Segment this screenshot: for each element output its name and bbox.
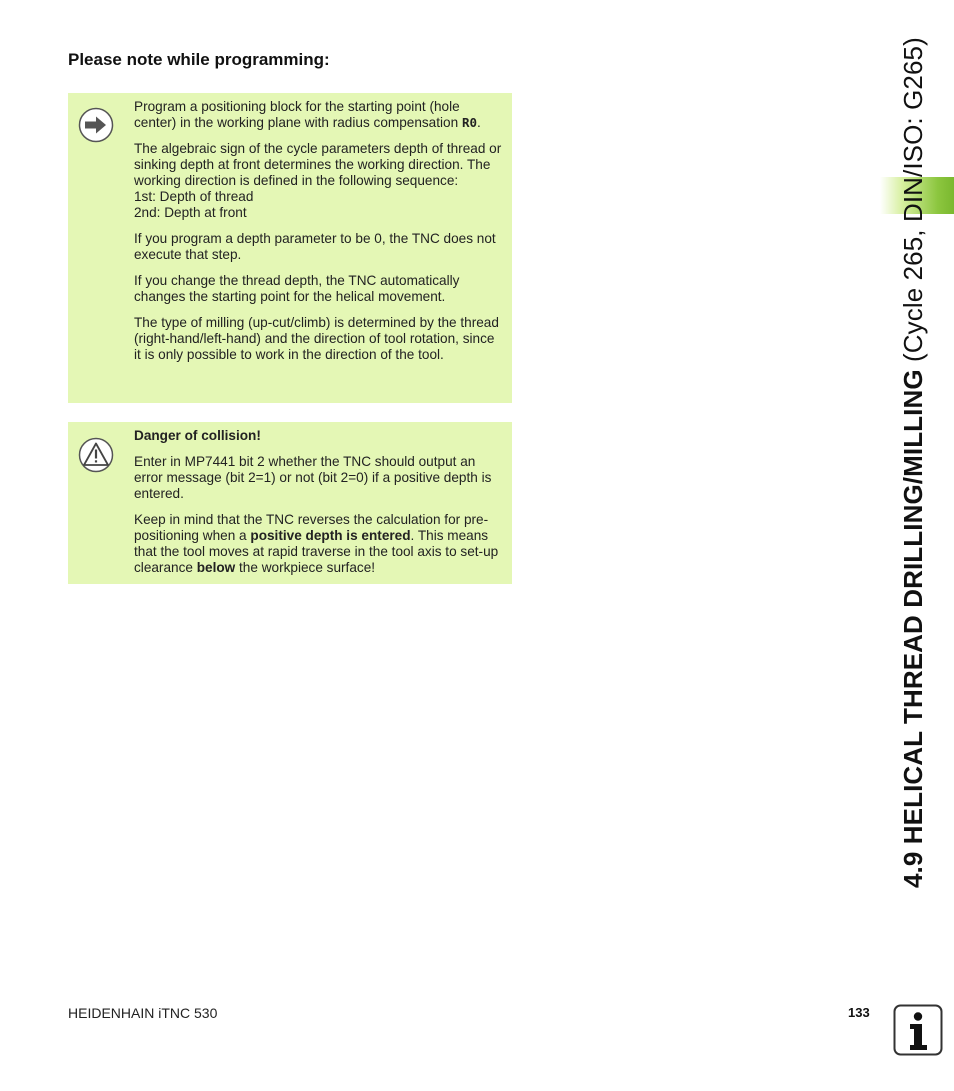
- footer-product-name: HEIDENHAIN iTNC 530: [68, 1005, 218, 1021]
- warning-icon: [78, 437, 114, 473]
- collision-warning-text: [134, 428, 504, 586]
- note-paragraph: Program a positioning block for the starting point (hole center) in the working plane with radius compensation R0.: [134, 99, 481, 130]
- page-number: 133: [848, 1005, 870, 1020]
- programming-note: [68, 93, 512, 403]
- note-paragraph: The type of milling (up-cut/climb) is determined by the thread (right-hand/left-hand) and the direction of tool rotation, since it is only possible to work in the direction of the tool.: [134, 315, 499, 362]
- info-icon: [893, 1004, 943, 1056]
- note-paragraph: Enter in MP7441 bit 2 whether the TNC should output an error message (bit 2=1) or not (bit 2=0) if a positive depth is entered.: [134, 454, 492, 501]
- note-paragraph: The algebraic sign of the cycle parameters depth of thread or sinking depth at front determines the working direction. The working direction is defined in the following sequence: 1st: Depth of thread 2nd: Depth at front: [134, 141, 502, 220]
- note-paragraph: If you change the thread depth, the TNC automatically changes the starting point for the helical movement.: [134, 273, 460, 304]
- warning-title: Danger of collision!: [134, 428, 261, 443]
- radius-compensation-code: R0: [461, 115, 477, 130]
- note-paragraph: Keep in mind that the TNC reverses the calculation for pre-positioning when a positive depth is entered. This means that the tool moves at rapid traverse in the tool axis to set-up clearance below the workpiece surface!: [134, 512, 499, 575]
- section-heading: Please note while programming:: [68, 50, 330, 69]
- programming-note-text: [134, 99, 504, 373]
- note-paragraph: If you program a depth parameter to be 0, the TNC does not execute that step.: [134, 231, 496, 262]
- collision-warning: [68, 422, 512, 584]
- arrow-right-icon: [78, 107, 114, 143]
- chapter-side-title: 4.9 HELICAL THREAD DRILLING/MILLING (Cycle 265, DIN/ISO: G265): [898, 37, 928, 888]
